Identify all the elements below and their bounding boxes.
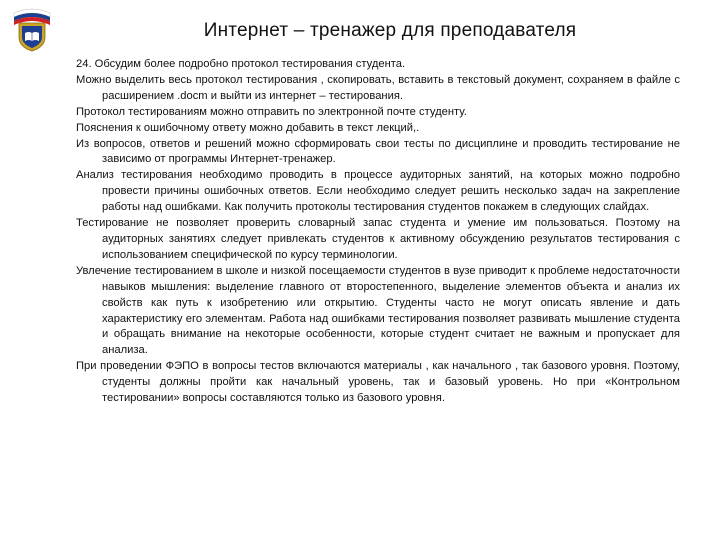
paragraph: Протокол тестированиям можно отправить по электронной почте студенту. [76, 105, 467, 118]
paragraph: При проведении ФЭПО в вопросы тестов включаются материалы , как начального , так базового уровня. Поэтому, студенты должны пройти как начальный уровень, так и базовый уровень. Но при «Контрольном тестировании» вопросы составляются только из базового уровня. [76, 360, 680, 405]
paragraph: Анализ тестирования необходимо проводить в процессе аудиторных занятий, на которых можно подробно провести причины ошибочных ответов. Если необходимо следует решить несколько задач на закрепление работы над ошибками. Как получить протоколы тестирования студентов покажем в следующих слайдах. [76, 169, 680, 214]
paragraph: Пояснения к ошибочному ответу можно добавить в текст лекций,. [76, 121, 420, 134]
paragraph: Из вопросов, ответов и решений можно сформировать свои тесты по дисциплине и проводить тестирование не зависимо от программы Интернет-тренажер. [76, 137, 680, 166]
paragraph: Тестирование не позволяет проверить словарный запас студента и умение им пользоваться. Поэтому на аудиторных занятиях следует привлекать студентов к активному обсуждению результатов тестирования с использованием специфической по курсу терминологии. [76, 217, 680, 261]
slide-body [76, 57, 680, 407]
university-logo [6, 3, 58, 53]
paragraph: Можно выделить весь протокол тестирования , скопировать, вставить в текстовый документ, сохраняем в файле с расширением .docm и выйти из интернет – тестирования. [76, 73, 680, 102]
paragraph: 24. Обсудим более подробно протокол тестирования студента. [76, 58, 406, 70]
paragraph: Увлечение тестированием в школе и низкой посещаемости студентов в вузе приводит к проблеме недостаточности навыков мышления: выделение главного от второстепенного, выделение элементов объекта и анализ их свойств как путь к изобретению или открытию. Студенты часто не могут описать явление и дать характеристику его элементам. Работа над ошибками тестирования позволяет развивать мышление студента и обращать внимание на некоторые особенности, которые студент считает не важным и пропускает для анализа. [76, 264, 680, 357]
slide-title: Интернет – тренажер для преподавателя [203, 20, 577, 41]
